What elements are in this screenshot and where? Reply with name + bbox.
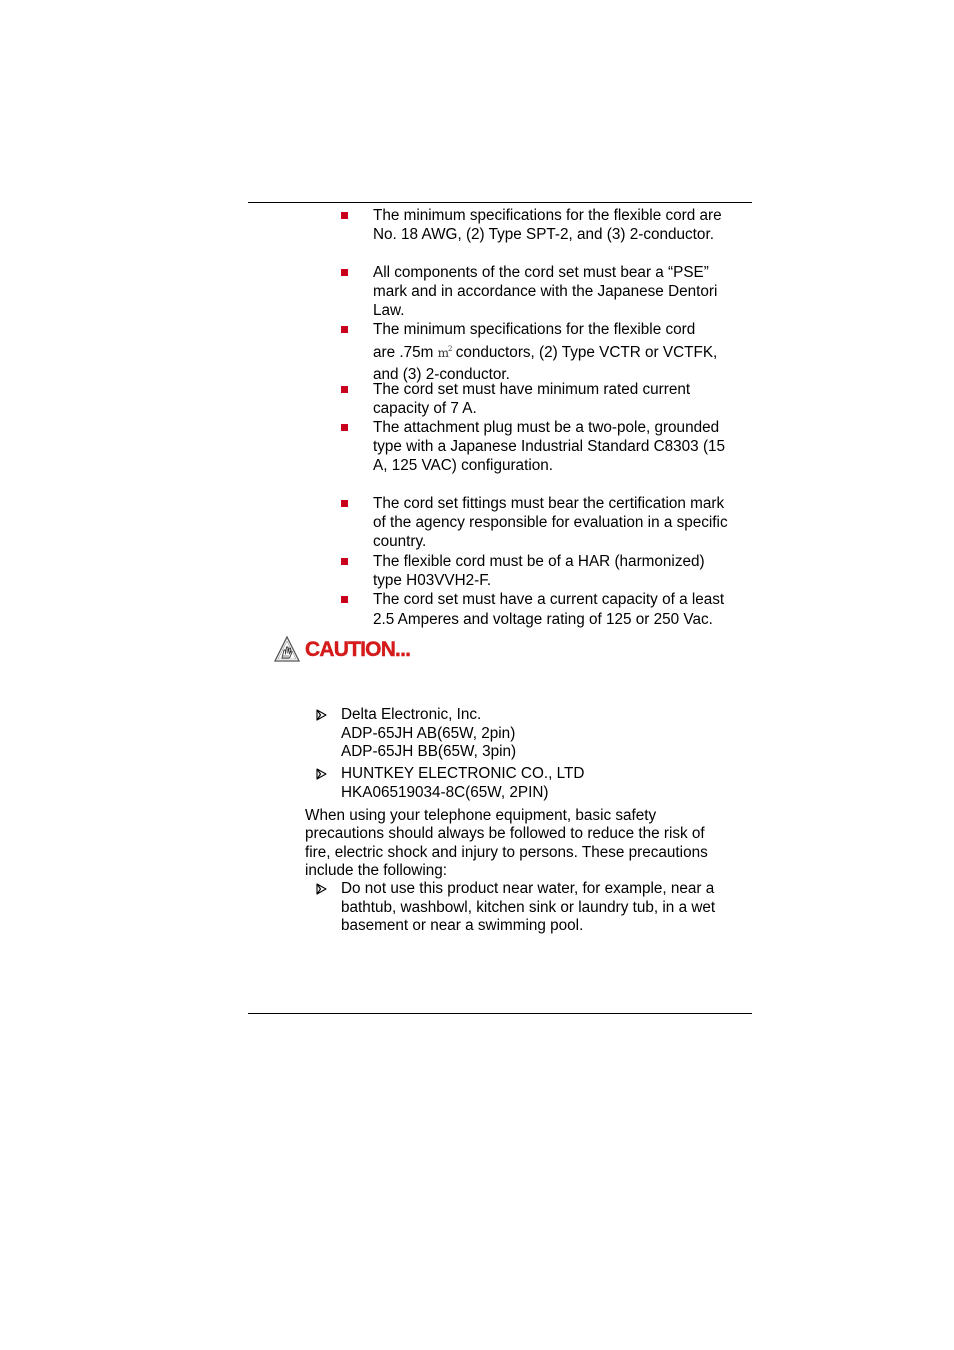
- safety-intro-paragraph: [305, 807, 755, 880]
- arrowhead-bullet-icon: [315, 706, 329, 724]
- caution-heading: [273, 634, 410, 664]
- list-item-line: [373, 339, 753, 364]
- square-bullet-icon: [341, 596, 348, 603]
- list-item-line: Do not use this product near water, for example, near a: [341, 880, 715, 897]
- list-item-line: The cord set must have a current capacity of a least: [373, 591, 725, 608]
- paragraph-line: include the following:: [305, 861, 448, 879]
- list-item-line: The cord set fittings must bear the certification mark: [373, 495, 725, 512]
- list-item-line: Delta Electronic, Inc.: [341, 706, 482, 723]
- list-item-line: The attachment plug must be a two-pole, grounded: [373, 419, 720, 436]
- square-bullet-icon: [341, 558, 348, 565]
- paragraph-line: precautions should always be followed to reduce the risk of: [305, 825, 705, 843]
- conductor-size-prefix: are .75m: [373, 344, 434, 361]
- square-bullet-icon: [341, 500, 348, 507]
- paragraph-line: fire, electric shock and injury to persons. These precautions: [305, 843, 708, 861]
- conductor-size-rest: conductors, (2) Type VCTR or VCTFK,: [455, 344, 718, 361]
- footer-rule: [248, 1013, 752, 1014]
- square-bullet-icon: [341, 326, 348, 333]
- arrowhead-bullet-icon: [315, 880, 329, 898]
- list-item-line: capacity of 7 A.: [373, 400, 477, 417]
- square-bullet-icon: [341, 269, 348, 276]
- header-rule: [248, 202, 752, 203]
- square-bullet-icon: [341, 424, 348, 431]
- arrowhead-bullet-icon: [315, 765, 329, 783]
- list-item-line: HKA06519034-8C(65W, 2PIN): [341, 783, 549, 801]
- warning-hand-icon: [273, 635, 301, 663]
- square-bullet-icon: [341, 386, 348, 393]
- list-item-line: type with a Japanese Industrial Standard C8303 (15: [373, 438, 726, 455]
- list-item-line: and (3) 2-conductor.: [373, 366, 510, 383]
- list-item-line: All components of the cord set must bear a “PSE”: [373, 264, 709, 281]
- square-bullet-icon: [341, 212, 348, 219]
- caution-label: CAUTION...: [305, 637, 411, 661]
- list-item-line: The cord set must have minimum rated current: [373, 381, 691, 398]
- list-item-line: The flexible cord must be of a HAR (harmonized): [373, 553, 705, 570]
- list-item-line: HUNTKEY ELECTRONIC CO., LTD: [341, 765, 585, 782]
- list-item-line: basement or near a swimming pool.: [341, 917, 584, 934]
- list-item-line: of the agency responsible for evaluation in a specific: [373, 514, 728, 531]
- list-item-line: The minimum specifications for the flexible cord are: [373, 207, 722, 224]
- list-item-line: ADP-65JH AB(65W, 2pin): [341, 724, 516, 742]
- square-metre-unit: $m^2$: [437, 345, 452, 360]
- list-item-line: country.: [373, 533, 427, 550]
- list-item-line: Law.: [373, 302, 405, 319]
- list-item-line: mark and in accordance with the Japanese Dentori: [373, 283, 718, 300]
- list-item-line: bathtub, washbowl, kitchen sink or laundry tub, in a wet: [341, 898, 716, 916]
- list-item-line: A, 125 VAC) configuration.: [373, 457, 553, 474]
- list-item-line: No. 18 AWG, (2) Type SPT-2, and (3) 2-conductor.: [373, 226, 714, 243]
- paragraph-line: When using your telephone equipment, basic safety: [305, 807, 657, 824]
- list-item-line: ADP-65JH BB(65W, 3pin): [341, 743, 517, 760]
- list-item-line: The minimum specifications for the flexible cord: [373, 321, 696, 338]
- list-item-line: 2.5 Amperes and voltage rating of 125 or 250 Vac.: [373, 611, 713, 628]
- list-item-line: type H03VVH2-F.: [373, 572, 492, 589]
